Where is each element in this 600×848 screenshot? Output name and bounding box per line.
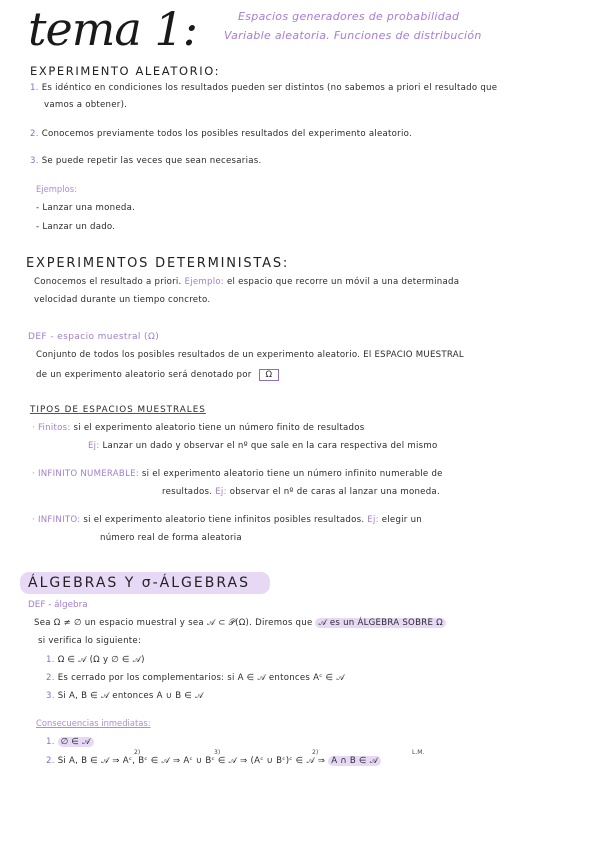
list-item-continuation: vamos a obtener). bbox=[44, 100, 128, 110]
definition-text-line-2: de un experimento aleatorio será denotado por Ω bbox=[36, 369, 279, 381]
tipo-infinito: · INFINITO: si el experimento aleatorio tiene infinitos posibles resultados. Ej: elegir un bbox=[32, 515, 422, 525]
algebra-condition: 3. Si A, B ∈ 𝒜 entonces A ∪ B ∈ 𝒜 bbox=[46, 691, 204, 701]
definition-label-algebra: DEF - álgebra bbox=[28, 600, 88, 610]
arrow-note: 2) bbox=[134, 749, 141, 756]
tipo-infinito-numerable: · INFINITO NUMERABLE: si el experimento aleatorio tiene un número infinito numerable de bbox=[32, 469, 443, 479]
examples-label: Ejemplos: bbox=[36, 184, 77, 194]
consequences-label: Consecuencias inmediatas: bbox=[36, 718, 151, 728]
intersection-result-highlight: A ∩ B ∈ 𝒜 bbox=[328, 756, 381, 766]
section-heading-algebras: ÁLGEBRAS Y σ-ÁLGEBRAS bbox=[28, 575, 250, 591]
algebra-condition: 1. Ω ∈ 𝒜 (Ω y ∅ ∈ 𝒜) bbox=[46, 655, 145, 665]
tipo-finito-example: Ej: Lanzar un dado y observar el nº que sale en la cara respectiva del mismo bbox=[88, 441, 438, 451]
tipo-infinito-numerable-line-2: resultados. Ej: observar el nº de caras al lanzar una moneda. bbox=[162, 487, 440, 497]
tipo-infinito-line-2: número real de forma aleatoria bbox=[100, 533, 242, 543]
arrow-note: 3) bbox=[214, 749, 221, 756]
algebra-condition: 2. Es cerrado por los complementarios: si A ∈ 𝒜 entonces Aᶜ ∈ 𝒜 bbox=[46, 673, 345, 683]
list-item: 3. Se puede repetir las veces que sean necesarias. bbox=[30, 156, 262, 166]
page-title: tema 1: bbox=[28, 2, 198, 56]
deterministas-text-line-1: Conocemos el resultado a priori. Ejemplo: el espacio que recorre un móvil a una determinada bbox=[34, 277, 460, 287]
example-item: - Lanzar un dado. bbox=[36, 222, 116, 232]
omega-boxed-symbol: Ω bbox=[259, 369, 280, 381]
list-item: 2. Conocemos previamente todos los posibles resultados del experimento aleatorio. bbox=[30, 129, 412, 139]
list-item: 1. Es idéntico en condiciones los resultados pueden ser distintos (no sabemos a priori el resultado que bbox=[30, 83, 498, 93]
subtitle-line-1: Espacios generadores de probabilidad bbox=[238, 10, 460, 23]
consequence-item: 2. Si A, B ∈ 𝒜 ⇒ Aᶜ, Bᶜ ∈ 𝒜 ⇒ Aᶜ ∪ Bᶜ ∈ 𝒜 ⇒ (Aᶜ ∪ Bᶜ)ᶜ ∈ 𝒜 ⇒ A ∩ B ∈ 𝒜 bbox=[46, 756, 381, 766]
consequence-item: 1. ∅ ∈ 𝒜 bbox=[46, 737, 94, 747]
subtitle-line-2: Variable aleatoria. Funciones de distribución bbox=[224, 29, 482, 42]
algebra-highlight: 𝒜 es un ÁLGEBRA SOBRE Ω bbox=[315, 618, 445, 628]
deterministas-text-line-2: velocidad durante un tiempo concreto. bbox=[34, 295, 211, 305]
definition-label-espacio-muestral: DEF - espacio muestral (Ω) bbox=[28, 332, 160, 342]
example-item: - Lanzar una moneda. bbox=[36, 203, 136, 213]
algebra-def-line-1: Sea Ω ≠ ∅ un espacio muestral y sea 𝒜 ⊂ 𝒫(Ω). Diremos que 𝒜 es un ÁLGEBRA SOBRE Ω bbox=[34, 618, 446, 628]
definition-text-line-1: Conjunto de todos los posibles resultados de un experimento aleatorio. El ESPACIO MUESTRAL bbox=[36, 350, 464, 360]
section-heading-experimentos-deterministas: EXPERIMENTOS DETERMINISTAS: bbox=[26, 256, 290, 271]
section-heading-experimento-aleatorio: EXPERIMENTO ALEATORIO: bbox=[30, 64, 221, 78]
section-heading-tipos: TIPOS DE ESPACIOS MUESTRALES bbox=[30, 405, 206, 415]
arrow-note: L.M. bbox=[412, 749, 425, 756]
arrow-note: 2) bbox=[312, 749, 319, 756]
algebra-def-line-2: si verifica lo siguiente: bbox=[38, 636, 142, 646]
tipo-finito: · Finitos: si el experimento aleatorio tiene un número finito de resultados bbox=[32, 423, 365, 433]
